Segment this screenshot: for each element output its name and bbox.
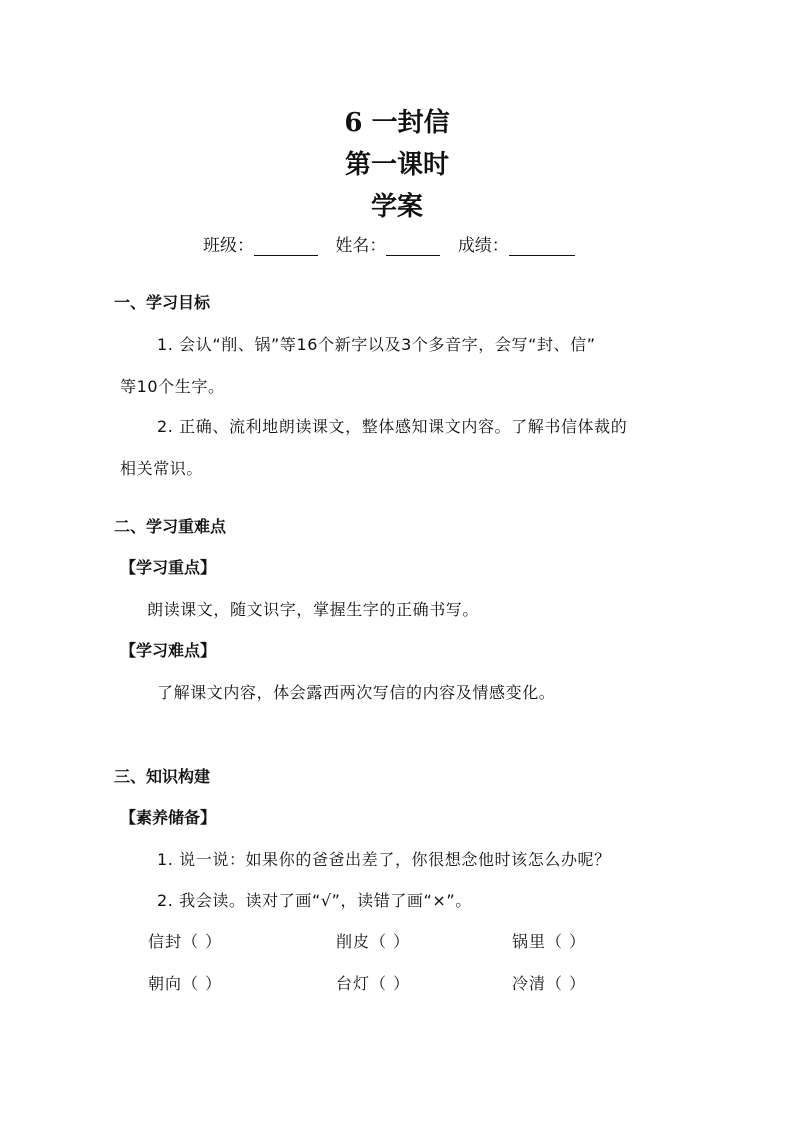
section-heading-key-points: 二、学习重难点 — [114, 517, 227, 536]
goal-2-line-2: 相关常识。 — [120, 459, 204, 478]
question-2: 2. 我会读。读对了画“√”，读错了画“×”。 — [157, 891, 472, 910]
student-info-line — [203, 231, 587, 256]
section-heading-goals: 一、学习目标 — [114, 293, 211, 312]
word-item[interactable]: 台灯（ ） — [336, 974, 411, 993]
name-label: 姓名： — [335, 236, 387, 256]
section-heading-knowledge: 三、知识构建 — [114, 767, 211, 786]
question-1: 1. 说一说：如果你的爸爸出差了，你很想念他时该怎么办呢？ — [157, 850, 611, 869]
word-item[interactable]: 冷清（ ） — [512, 974, 587, 993]
word-item[interactable]: 朝向（ ） — [148, 974, 223, 993]
name-blank[interactable] — [386, 237, 440, 256]
difficulty-label: 【学习难点】 — [120, 641, 217, 660]
goal-2-line-1: 2. 正确、流利地朗读课文，整体感知课文内容。了解书信体裁的 — [157, 417, 628, 436]
difficulty-text: 了解课文内容，体会露西两次写信的内容及情感变化。 — [157, 683, 556, 702]
lesson-title: 6 一封信 — [344, 108, 450, 138]
class-blank[interactable] — [254, 237, 318, 256]
doc-type-title: 学案 — [370, 192, 423, 222]
score-label: 成绩： — [457, 236, 509, 256]
class-label: 班级： — [203, 236, 254, 256]
key-points-text: 朗读课文，随文识字，掌握生字的正确书写。 — [147, 600, 480, 619]
score-blank[interactable] — [509, 237, 575, 256]
word-item[interactable]: 信封（ ） — [148, 932, 223, 951]
word-item[interactable]: 锅里（ ） — [512, 932, 587, 951]
lesson-subtitle: 第一课时 — [344, 150, 449, 180]
word-item[interactable]: 削皮（ ） — [336, 932, 411, 951]
goal-1-line-2: 等10个生字。 — [120, 377, 225, 396]
goal-1-line-1: 1. 会认“削、锅”等16个新字以及3个多音字，会写“封、信” — [157, 335, 596, 354]
key-points-label: 【学习重点】 — [120, 558, 217, 577]
preparation-label: 【素养储备】 — [120, 808, 217, 827]
